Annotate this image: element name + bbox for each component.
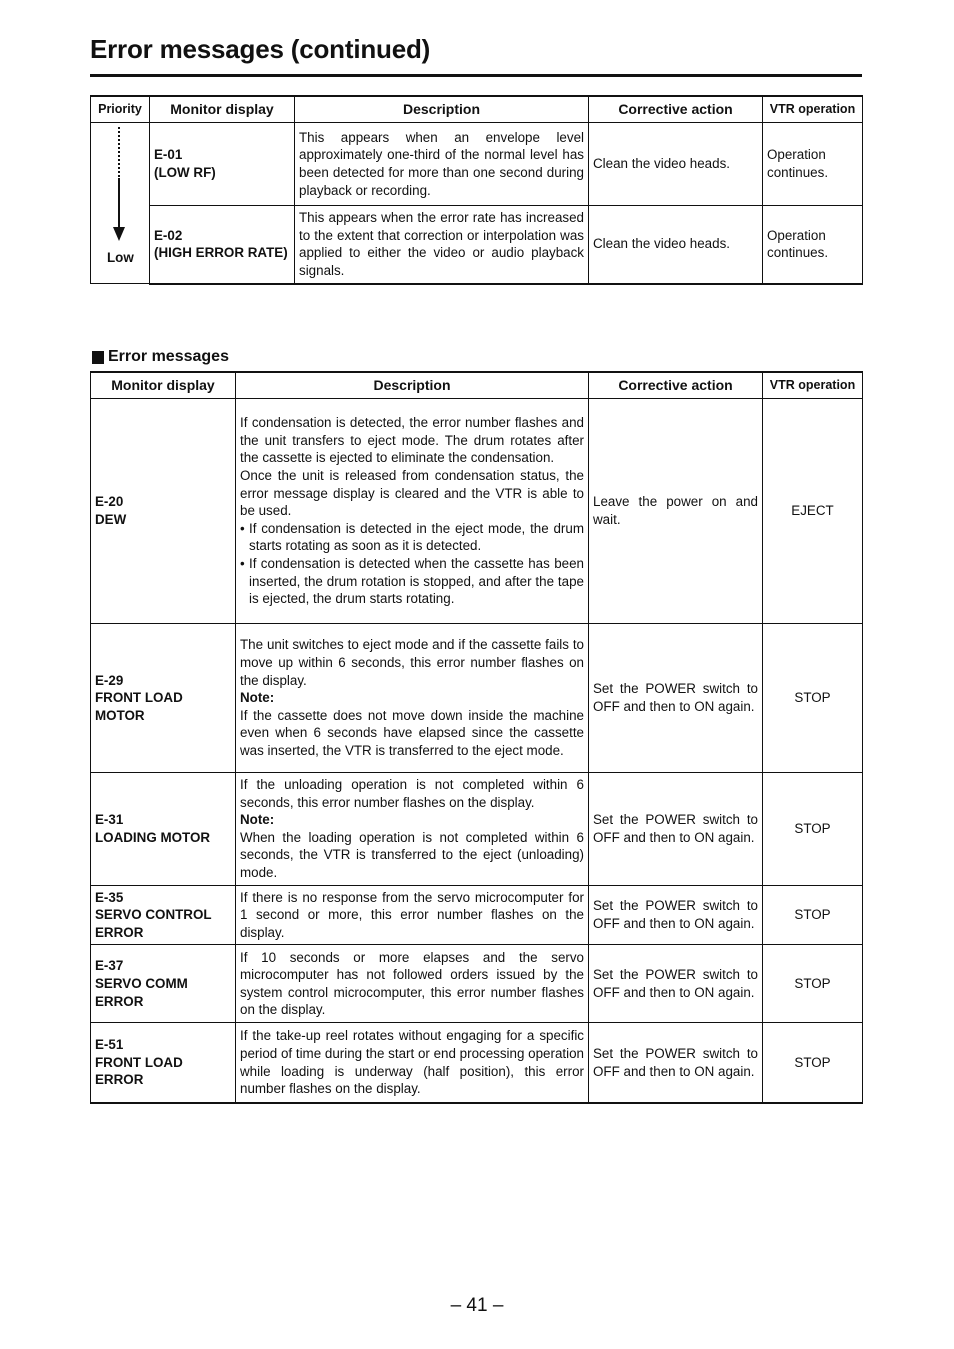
error-code: E-01 bbox=[154, 147, 183, 163]
error-code: E-29 bbox=[95, 672, 124, 688]
bullet-icon: • bbox=[240, 520, 245, 536]
corrective-action-cell: Set the POWER switch to OFF and then to ON again. bbox=[589, 773, 763, 886]
corrective-action-cell: Leave the power on and wait. bbox=[589, 399, 763, 624]
black-square-icon bbox=[92, 351, 104, 364]
description-cell: If the take-up reel rotates without engaging for a specific period of time during the start or end processing operation while loading is underway (half position), this error number flashes on the display. bbox=[236, 1023, 589, 1103]
error-code: E-31 bbox=[95, 812, 124, 828]
corrective-action-cell: Set the POWER switch to OFF and then to ON again. bbox=[589, 945, 763, 1023]
vtr-operation-cell: Operation continues. bbox=[763, 206, 863, 284]
error-name: FRONT LOAD ERROR bbox=[95, 1054, 183, 1088]
error-name: LOADING MOTOR bbox=[95, 829, 211, 845]
description-cell bbox=[236, 399, 589, 624]
priority-error-table bbox=[90, 95, 863, 285]
note-label: Note: bbox=[240, 690, 275, 706]
bullet-item bbox=[240, 555, 584, 608]
bullet-icon: • bbox=[240, 555, 245, 571]
table-row bbox=[91, 123, 863, 206]
corrective-action-cell: Clean the video heads. bbox=[589, 123, 763, 206]
table-row bbox=[91, 399, 863, 624]
title-rule bbox=[90, 74, 862, 77]
corrective-action-cell: Set the POWER switch to OFF and then to ON again. bbox=[589, 1023, 763, 1103]
vtr-operation-cell: STOP bbox=[763, 945, 863, 1023]
error-name: (LOW RF) bbox=[154, 165, 216, 180]
priority-indicator bbox=[91, 123, 150, 284]
vtr-operation-cell: Operation continues. bbox=[763, 123, 863, 206]
corrective-action-cell: Set the POWER switch to OFF and then to ON again. bbox=[589, 885, 763, 945]
header-description: Description bbox=[236, 372, 589, 399]
error-name: (HIGH ERROR RATE) bbox=[154, 245, 288, 261]
monitor-display-cell bbox=[91, 399, 236, 624]
bullet-item bbox=[240, 520, 584, 555]
bullet-text: If condensation is detected when the cassette has been inserted, the drum rotation is stopped, and after the tape is ejected, the drum starts rotating. bbox=[249, 555, 584, 607]
table-row bbox=[91, 206, 863, 284]
vtr-operation-cell: STOP bbox=[763, 773, 863, 886]
monitor-display-cell bbox=[91, 1023, 236, 1103]
error-code: E-37 bbox=[95, 958, 124, 974]
header-priority: Priority bbox=[91, 96, 150, 123]
priority-arrow-line bbox=[118, 178, 120, 230]
monitor-display-cell bbox=[91, 624, 236, 773]
monitor-display-cell bbox=[91, 885, 236, 945]
error-name: DEW bbox=[95, 512, 127, 527]
header-vtr-operation: VTR operation bbox=[763, 372, 863, 399]
header-description: Description bbox=[295, 96, 589, 123]
section-heading-text: Error messages bbox=[108, 348, 229, 365]
description-cell bbox=[236, 773, 589, 886]
table-header-row bbox=[91, 96, 863, 123]
section-heading bbox=[92, 348, 229, 366]
description-cell: If 10 seconds or more elapses and the servo microcomputer has not followed orders issued by the system control microcomputer, this error number flashes on the display. bbox=[236, 945, 589, 1023]
priority-dotted-line bbox=[118, 127, 120, 177]
vtr-operation-cell: STOP bbox=[763, 885, 863, 945]
header-corrective-action: Corrective action bbox=[589, 96, 763, 123]
bullet-text: If condensation is detected in the eject mode, the drum starts rotating as soon as it is detected. bbox=[249, 520, 584, 554]
error-name: FRONT LOAD MOTOR bbox=[95, 690, 183, 723]
page-title: Error messages (continued) bbox=[90, 34, 431, 64]
description-cell: This appears when an envelope level approximately one-third of the normal level has been detected for more than one second during playback or recording. bbox=[295, 123, 589, 206]
description-cell: This appears when the error rate has increased to the extent that correction or interpolation was applied to either the video or audio playback signals. bbox=[295, 206, 589, 284]
header-monitor-display: Monitor display bbox=[91, 372, 236, 399]
error-code: E-51 bbox=[95, 1037, 124, 1053]
monitor-display-cell bbox=[150, 123, 295, 206]
corrective-action-cell: Clean the video heads. bbox=[589, 206, 763, 284]
table-row bbox=[91, 773, 863, 886]
monitor-display-cell bbox=[150, 206, 295, 284]
monitor-display-cell bbox=[91, 773, 236, 886]
description-cell bbox=[236, 624, 589, 773]
error-code: E-02 bbox=[154, 227, 183, 243]
table-row bbox=[91, 624, 863, 773]
page-number: – 41 – bbox=[450, 1295, 504, 1316]
error-code: E-35 bbox=[95, 889, 124, 905]
note-label: Note: bbox=[240, 812, 275, 828]
header-monitor-display: Monitor display bbox=[150, 96, 295, 123]
error-messages-table bbox=[90, 371, 863, 1104]
note-text: When the loading operation is not completed within 6 seconds, the VTR is transferred to the eject (unloading) mode. bbox=[240, 829, 584, 880]
note-text: If the cassette does not move down inside the machine even when 6 seconds have elapsed since the cassette was inserted, the VTR is transferred to the eject mode. bbox=[240, 707, 584, 758]
description-cell: If there is no response from the servo microcomputer for 1 second or more, this error number flashes on the display. bbox=[236, 885, 589, 945]
description-paragraph: The unit switches to eject mode and if the cassette fails to move up within 6 seconds, this error number flashes on the display. bbox=[240, 637, 584, 688]
priority-low-label: Low bbox=[107, 250, 134, 265]
description-paragraph: Once the unit is released from condensation status, the error message display is cleared and the VTR is able to be used. bbox=[240, 468, 584, 519]
table-row bbox=[91, 885, 863, 945]
vtr-operation-cell: EJECT bbox=[763, 399, 863, 624]
header-vtr-operation: VTR operation bbox=[763, 96, 863, 123]
monitor-display-cell bbox=[91, 945, 236, 1023]
description-paragraph: If condensation is detected, the error number flashes and the unit transfers to eject mode. The drum rotates after the cassette is ejected to eliminate the condensation. bbox=[240, 415, 584, 466]
table-row bbox=[91, 945, 863, 1023]
error-name: SERVO CONTROL ERROR bbox=[95, 907, 212, 940]
table-row bbox=[91, 1023, 863, 1103]
arrow-down-icon bbox=[113, 227, 125, 241]
header-corrective-action: Corrective action bbox=[589, 372, 763, 399]
corrective-action-cell: Set the POWER switch to OFF and then to ON again. bbox=[589, 624, 763, 773]
table-header-row bbox=[91, 372, 863, 399]
vtr-operation-cell: STOP bbox=[763, 624, 863, 773]
vtr-operation-cell: STOP bbox=[763, 1023, 863, 1103]
error-code: E-20 bbox=[95, 494, 124, 510]
error-name: SERVO COMM ERROR bbox=[95, 976, 188, 1009]
description-paragraph: If the unloading operation is not completed within 6 seconds, this error number flashes on the display. bbox=[240, 777, 584, 810]
